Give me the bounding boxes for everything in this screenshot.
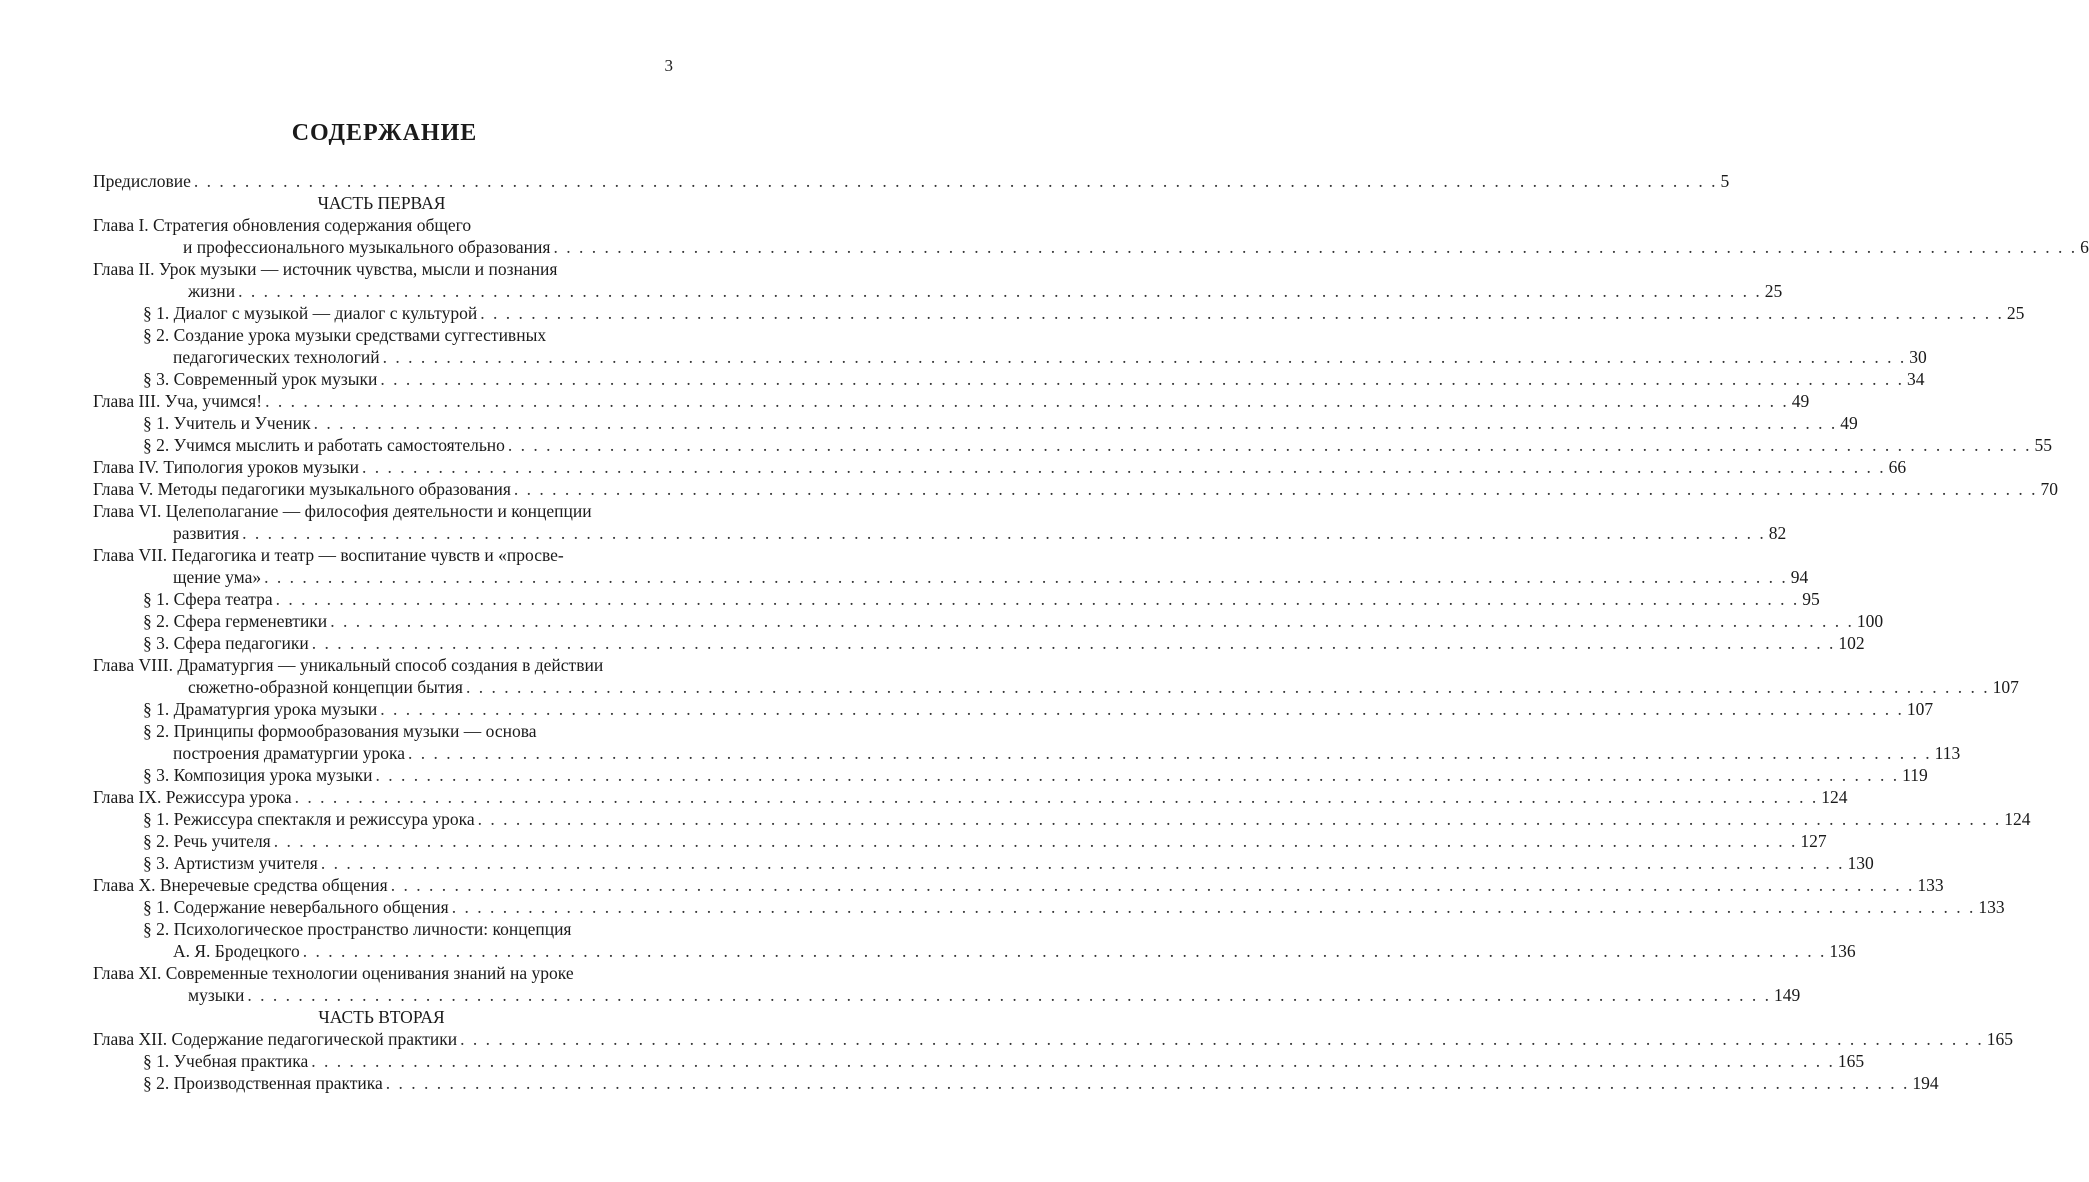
toc-page-number: 127 [1800, 831, 1827, 851]
toc-entry [93, 786, 1848, 808]
toc-entry-title: музыки [188, 985, 245, 1005]
toc-entry [93, 764, 1928, 786]
toc-leader-dots: . . . . . . . . . . . . . . . . . . . . . . . . . . . . . . . . . . . . . . . . . . . . . . . . . . . . . . . . . . . . . . . . . . . . . . . . . . . . . . . . . . . . . . . . . . . . . . . . . . . . . . . . . . . . . . . . . . . . . . . . [385, 1073, 1910, 1093]
toc-entry-title: Глава X. Внеречевые средства общения [93, 875, 388, 895]
toc-leader-dots: . . . . . . . . . . . . . . . . . . . . . . . . . . . . . . . . . . . . . . . . . . . . . . . . . . . . . . . . . . . . . . . . . . . . . . . . . . . . . . . . . . . . . . . . . . . . . . . . . . . . . . . . . . . . . . . . . . . . . . . . [480, 303, 2004, 323]
toc-leader-dots: . . . . . . . . . . . . . . . . . . . . . . . . . . . . . . . . . . . . . . . . . . . . . . . . . . . . . . . . . . . . . . . . . . . . . . . . . . . . . . . . . . . . . . . . . . . . . . . . . . . . . . . . . . . . . . . . . . . . . . . . [311, 633, 1836, 653]
toc-page-number: 194 [1912, 1073, 1939, 1093]
toc-leader-dots: . . . . . . . . . . . . . . . . . . . . . . . . . . . . . . . . . . . . . . . . . . . . . . . . . . . . . . . . . . . . . . . . . . . . . . . . . . . . . . . . . . . . . . . . . . . . . . . . . . . . . . . . . . . . . . . . . . . . . . . . [302, 941, 1827, 961]
toc-entry-title: § 2. Речь учителя [143, 831, 271, 851]
toc-page-number: 66 [1888, 457, 1907, 477]
toc-leader-dots: . . . . . . . . . . . . . . . . . . . . . . . . . . . . . . . . . . . . . . . . . . . . . . . . . . . . . . . . . . . . . . . . . . . . . . . . . . . . . . . . . . . . . . . . . . . . . . . . . . . . . . . . . . . . . . . . . . . . . . . . [362, 457, 1886, 477]
toc-page-number: 30 [1909, 347, 1927, 367]
toc-entry-title: педагогических технологий [173, 347, 380, 367]
toc-page-number: 165 [1986, 1029, 2013, 1049]
toc-page-number: 6 [2080, 237, 2089, 257]
toc-entry [93, 808, 2031, 830]
toc-page-number: 95 [1802, 589, 1820, 609]
toc-leader-dots: . . . . . . . . . . . . . . . . . . . . . . . . . . . . . . . . . . . . . . . . . . . . . . . . . . . . . . . . . . . . . . . . . . . . . . . . . . . . . . . . . . . . . . . . . . . . . . . . . . . . . . . . . . . . . . . . . . . . . . . . [553, 237, 2078, 257]
toc-entry-title: § 3. Современный урок музыки [143, 369, 378, 389]
toc-page-number: 133 [1917, 875, 1944, 895]
toc-entry-title: Глава VII. Педагогика и театр — воспитание чувств и «просве- [93, 545, 564, 565]
toc-entry-title: Глава XII. Содержание педагогической практики [93, 1029, 458, 1049]
toc-page-number: 124 [2004, 809, 2031, 829]
toc-page-number: 70 [2040, 479, 2059, 499]
toc-section-heading [93, 1006, 670, 1028]
toc-page-number: 5 [1720, 171, 1730, 191]
toc-section-heading [93, 192, 670, 214]
toc-entry-title: § 2. Сфера герменевтики [143, 611, 328, 631]
toc-page-number: 34 [1907, 369, 1925, 389]
toc-entry-title: § 1. Диалог с музыкой — диалог с культурой [143, 303, 478, 323]
toc-leader-dots: . . . . . . . . . . . . . . . . . . . . . . . . . . . . . . . . . . . . . . . . . . . . . . . . . . . . . . . . . . . . . . . . . . . . . . . . . . . . . . . . . . . . . . . . . . . . . . . . . . . . . . . . . . . . . . . . . . . . . . . . [465, 677, 1990, 697]
toc-page-number: 55 [2034, 435, 2053, 455]
toc-entry-title: § 3. Артистизм учителя [143, 853, 318, 873]
toc-entry [93, 170, 1730, 192]
toc-page-number: 102 [1838, 633, 1865, 653]
toc-leader-dots: . . . . . . . . . . . . . . . . . . . . . . . . . . . . . . . . . . . . . . . . . . . . . . . . . . . . . . . . . . . . . . . . . . . . . . . . . . . . . . . . . . . . . . . . . . . . . . . . . . . . . . . . . . . . . . . . . . . . . . . . [242, 523, 1766, 543]
toc-entry [93, 698, 1934, 720]
toc-page-number: 113 [1934, 743, 1961, 763]
toc-leader-dots: . . . . . . . . . . . . . . . . . . . . . . . . . . . . . . . . . . . . . . . . . . . . . . . . . . . . . . . . . . . . . . . . . . . . . . . . . . . . . . . . . . . . . . . . . . . . . . . . . . . . . . . . . . . . . . . . . . . . . . . . [382, 347, 1907, 367]
page-title: СОДЕРЖАНИЕ [291, 120, 478, 146]
toc-leader-dots: . . . . . . . . . . . . . . . . . . . . . . . . . . . . . . . . . . . . . . . . . . . . . . . . . . . . . . . . . . . . . . . . . . . . . . . . . . . . . . . . . . . . . . . . . . . . . . . . . . . . . . . . . . . . . . . . . . . . . . . . [193, 171, 1718, 191]
toc-entry [93, 566, 1809, 588]
toc-entry [93, 676, 2019, 698]
toc-entry [93, 1072, 1939, 1094]
toc-entry-title: Глава II. Урок музыки — источник чувства, мысли и познания [93, 259, 558, 279]
toc-entry-title: Глава I. Стратегия обновления содержания общего [93, 215, 472, 235]
toc-page-number: 165 [1837, 1051, 1865, 1071]
toc-entry-continued [93, 214, 670, 236]
toc-entry-title: Глава V. Методы педагогики музыкального образования [93, 479, 511, 499]
toc-entry-title: § 2. Принципы формообразования музыки — основа [143, 721, 537, 741]
toc-page-number: 107 [1906, 699, 1934, 719]
page-number: 3 [664, 56, 673, 75]
toc-entry-continued [93, 918, 670, 940]
toc-entry-continued [93, 544, 670, 566]
toc-entry-title: Глава IV. Типология уроков музыки [93, 457, 360, 477]
toc-entry-title: Глава VI. Целеполагание — философия деятельности и концепции [93, 501, 592, 521]
toc-section-label: ЧАСТЬ ПЕРВАЯ [317, 193, 446, 213]
toc-leader-dots: . . . . . . . . . . . . . . . . . . . . . . . . . . . . . . . . . . . . . . . . . . . . . . . . . . . . . . . . . . . . . . . . . . . . . . . . . . . . . . . . . . . . . . . . . . . . . . . . . . . . . . . . . . . . . . . . . . . . . . . . [275, 589, 1800, 609]
toc-page-number: 136 [1829, 941, 1856, 961]
toc-entry-title: и профессионального музыкального образования [183, 237, 551, 257]
toc-entry [93, 852, 1874, 874]
toc-page-number: 119 [1902, 765, 1928, 785]
toc-entry [93, 1028, 2013, 1050]
toc-entry [93, 1050, 1865, 1072]
toc-leader-dots: . . . . . . . . . . . . . . . . . . . . . . . . . . . . . . . . . . . . . . . . . . . . . . . . . . . . . . . . . . . . . . . . . . . . . . . . . . . . . . . . . . . . . . . . . . . . . . . . . . . . . . . . . . . . . . . . . . . . . . . . [247, 985, 1771, 1005]
toc-entry [93, 456, 1907, 478]
toc-leader-dots: . . . . . . . . . . . . . . . . . . . . . . . . . . . . . . . . . . . . . . . . . . . . . . . . . . . . . . . . . . . . . . . . . . . . . . . . . . . . . . . . . . . . . . . . . . . . . . . . . . . . . . . . . . . . . . . . . . . . . . . . [294, 787, 1819, 807]
toc-entry [93, 236, 2089, 258]
toc-entry-continued [93, 258, 670, 280]
toc-entry-title: § 2. Производственная практика [143, 1073, 383, 1093]
toc-section-label: ЧАСТЬ ВТОРАЯ [318, 1007, 445, 1027]
toc-entry-title: А. Я. Бродецкого [173, 941, 300, 961]
toc-entry [93, 610, 1884, 632]
toc-page-number: 133 [1978, 897, 2005, 917]
toc-page-number: 82 [1768, 523, 1787, 543]
toc-page-number: 130 [1847, 853, 1874, 873]
toc-entry-continued [93, 720, 670, 742]
toc-entry-title: § 1. Режиссура спектакля и режиссура урока [143, 809, 475, 829]
toc-entry [93, 588, 1820, 610]
toc-entry [93, 742, 1961, 764]
toc-entry-title: Глава XI. Современные технологии оценивания знаний на уроке [93, 963, 574, 983]
toc-page-number: 149 [1774, 985, 1801, 1005]
toc-entry [93, 830, 1827, 852]
toc-page-number: 25 [2006, 303, 2025, 323]
toc-entry-title: щение ума» [173, 567, 262, 587]
toc-entry [93, 940, 1856, 962]
toc-entry-title: развития [173, 523, 240, 543]
toc-entry-title: Глава VIII. Драматургия — уникальный способ создания в действии [93, 655, 604, 675]
toc-entry [93, 434, 2053, 456]
toc-leader-dots: . . . . . . . . . . . . . . . . . . . . . . . . . . . . . . . . . . . . . . . . . . . . . . . . . . . . . . . . . . . . . . . . . . . . . . . . . . . . . . . . . . . . . . . . . . . . . . . . . . . . . . . . . . . . . . . . . . . . . . . . [313, 413, 1838, 433]
toc-leader-dots: . . . . . . . . . . . . . . . . . . . . . . . . . . . . . . . . . . . . . . . . . . . . . . . . . . . . . . . . . . . . . . . . . . . . . . . . . . . . . . . . . . . . . . . . . . . . . . . . . . . . . . . . . . . . . . . . . . . . . . . . [311, 1051, 1835, 1071]
toc-page-number: 124 [1821, 787, 1848, 807]
toc-leader-dots: . . . . . . . . . . . . . . . . . . . . . . . . . . . . . . . . . . . . . . . . . . . . . . . . . . . . . . . . . . . . . . . . . . . . . . . . . . . . . . . . . . . . . . . . . . . . . . . . . . . . . . . . . . . . . . . . . . . . . . . . [330, 611, 1854, 631]
toc-entry-title: § 1. Сфера театра [143, 589, 273, 609]
toc-leader-dots: . . . . . . . . . . . . . . . . . . . . . . . . . . . . . . . . . . . . . . . . . . . . . . . . . . . . . . . . . . . . . . . . . . . . . . . . . . . . . . . . . . . . . . . . . . . . . . . . . . . . . . . . . . . . . . . . . . . . . . . . [238, 281, 1762, 301]
toc-entry-title: § 3. Сфера педагогики [143, 633, 309, 653]
toc-entry-title: § 2. Создание урока музыки средствами суггестивных [143, 325, 547, 345]
toc-leader-dots: . . . . . . . . . . . . . . . . . . . . . . . . . . . . . . . . . . . . . . . . . . . . . . . . . . . . . . . . . . . . . . . . . . . . . . . . . . . . . . . . . . . . . . . . . . . . . . . . . . . . . . . . . . . . . . . . . . . . . . . . [477, 809, 2002, 829]
toc-page-number: 49 [1840, 413, 1858, 433]
toc-leader-dots: . . . . . . . . . . . . . . . . . . . . . . . . . . . . . . . . . . . . . . . . . . . . . . . . . . . . . . . . . . . . . . . . . . . . . . . . . . . . . . . . . . . . . . . . . . . . . . . . . . . . . . . . . . . . . . . . . . . . . . . . [375, 765, 1900, 785]
toc-entry-continued [93, 654, 670, 676]
toc-entry-title: § 1. Учитель и Ученик [143, 413, 311, 433]
table-of-contents [93, 170, 2089, 1094]
toc-entry [93, 412, 1858, 434]
toc-entry-continued [93, 962, 670, 984]
toc-entry [93, 896, 2005, 918]
toc-entry-title: § 2. Учимся мыслить и работать самостоятельно [143, 435, 505, 455]
toc-leader-dots: . . . . . . . . . . . . . . . . . . . . . . . . . . . . . . . . . . . . . . . . . . . . . . . . . . . . . . . . . . . . . . . . . . . . . . . . . . . . . . . . . . . . . . . . . . . . . . . . . . . . . . . . . . . . . . . . . . . . . . . . [507, 435, 2032, 455]
toc-entry [93, 874, 1944, 896]
toc-entry-title: сюжетно-образной концепции бытия [188, 677, 463, 697]
toc-leader-dots: . . . . . . . . . . . . . . . . . . . . . . . . . . . . . . . . . . . . . . . . . . . . . . . . . . . . . . . . . . . . . . . . . . . . . . . . . . . . . . . . . . . . . . . . . . . . . . . . . . . . . . . . . . . . . . . . . . . . . . . . [265, 391, 1789, 411]
toc-page-number: 107 [1992, 677, 2019, 697]
toc-leader-dots: . . . . . . . . . . . . . . . . . . . . . . . . . . . . . . . . . . . . . . . . . . . . . . . . . . . . . . . . . . . . . . . . . . . . . . . . . . . . . . . . . . . . . . . . . . . . . . . . . . . . . . . . . . . . . . . . . . . . . . . . [513, 479, 2038, 499]
toc-entry-title: Глава IX. Режиссура урока [93, 787, 292, 807]
toc-entry [93, 522, 1787, 544]
toc-entry-continued [93, 324, 670, 346]
toc-entry-title: § 1. Содержание невербального общения [143, 897, 449, 917]
toc-page-number: 94 [1790, 567, 1809, 587]
toc-entry-continued [93, 500, 670, 522]
toc-entry-title: построения драматургии урока [173, 743, 405, 763]
toc-leader-dots: . . . . . . . . . . . . . . . . . . . . . . . . . . . . . . . . . . . . . . . . . . . . . . . . . . . . . . . . . . . . . . . . . . . . . . . . . . . . . . . . . . . . . . . . . . . . . . . . . . . . . . . . . . . . . . . . . . . . . . . . [451, 897, 1976, 917]
toc-entry [93, 632, 1865, 654]
toc-entry [93, 390, 1810, 412]
toc-leader-dots: . . . . . . . . . . . . . . . . . . . . . . . . . . . . . . . . . . . . . . . . . . . . . . . . . . . . . . . . . . . . . . . . . . . . . . . . . . . . . . . . . . . . . . . . . . . . . . . . . . . . . . . . . . . . . . . . . . . . . . . . [273, 831, 1798, 851]
toc-entry-title: жизни [188, 281, 236, 301]
toc-entry [93, 280, 1783, 302]
toc-leader-dots: . . . . . . . . . . . . . . . . . . . . . . . . . . . . . . . . . . . . . . . . . . . . . . . . . . . . . . . . . . . . . . . . . . . . . . . . . . . . . . . . . . . . . . . . . . . . . . . . . . . . . . . . . . . . . . . . . . . . . . . . [380, 369, 1905, 389]
toc-entry-title: § 2. Психологическое пространство личности: концепция [143, 919, 572, 939]
toc-entry [93, 302, 2025, 324]
toc-entry [93, 346, 1927, 368]
toc-page-number: 25 [1764, 281, 1783, 301]
toc-leader-dots: . . . . . . . . . . . . . . . . . . . . . . . . . . . . . . . . . . . . . . . . . . . . . . . . . . . . . . . . . . . . . . . . . . . . . . . . . . . . . . . . . . . . . . . . . . . . . . . . . . . . . . . . . . . . . . . . . . . . . . . . [320, 853, 1845, 873]
toc-leader-dots: . . . . . . . . . . . . . . . . . . . . . . . . . . . . . . . . . . . . . . . . . . . . . . . . . . . . . . . . . . . . . . . . . . . . . . . . . . . . . . . . . . . . . . . . . . . . . . . . . . . . . . . . . . . . . . . . . . . . . . . . [460, 1029, 1984, 1049]
toc-entry [93, 984, 1801, 1006]
toc-leader-dots: . . . . . . . . . . . . . . . . . . . . . . . . . . . . . . . . . . . . . . . . . . . . . . . . . . . . . . . . . . . . . . . . . . . . . . . . . . . . . . . . . . . . . . . . . . . . . . . . . . . . . . . . . . . . . . . . . . . . . . . . [407, 743, 1932, 763]
toc-page-number: 100 [1856, 611, 1884, 631]
toc-entry-title: § 3. Композиция урока музыки [143, 765, 373, 785]
toc-leader-dots: . . . . . . . . . . . . . . . . . . . . . . . . . . . . . . . . . . . . . . . . . . . . . . . . . . . . . . . . . . . . . . . . . . . . . . . . . . . . . . . . . . . . . . . . . . . . . . . . . . . . . . . . . . . . . . . . . . . . . . . . [390, 875, 1915, 895]
toc-entry [93, 478, 2059, 500]
toc-leader-dots: . . . . . . . . . . . . . . . . . . . . . . . . . . . . . . . . . . . . . . . . . . . . . . . . . . . . . . . . . . . . . . . . . . . . . . . . . . . . . . . . . . . . . . . . . . . . . . . . . . . . . . . . . . . . . . . . . . . . . . . . [380, 699, 1904, 719]
toc-entry-title: Глава III. Уча, учимся! [93, 391, 263, 411]
toc-entry [93, 368, 1925, 390]
toc-entry-title: § 1. Драматургия урока музыки [143, 699, 378, 719]
toc-entry-title: § 1. Учебная практика [143, 1051, 309, 1071]
toc-leader-dots: . . . . . . . . . . . . . . . . . . . . . . . . . . . . . . . . . . . . . . . . . . . . . . . . . . . . . . . . . . . . . . . . . . . . . . . . . . . . . . . . . . . . . . . . . . . . . . . . . . . . . . . . . . . . . . . . . . . . . . . . [264, 567, 1788, 587]
toc-page-number: 49 [1791, 391, 1810, 411]
toc-entry-title: Предисловие [93, 171, 191, 191]
